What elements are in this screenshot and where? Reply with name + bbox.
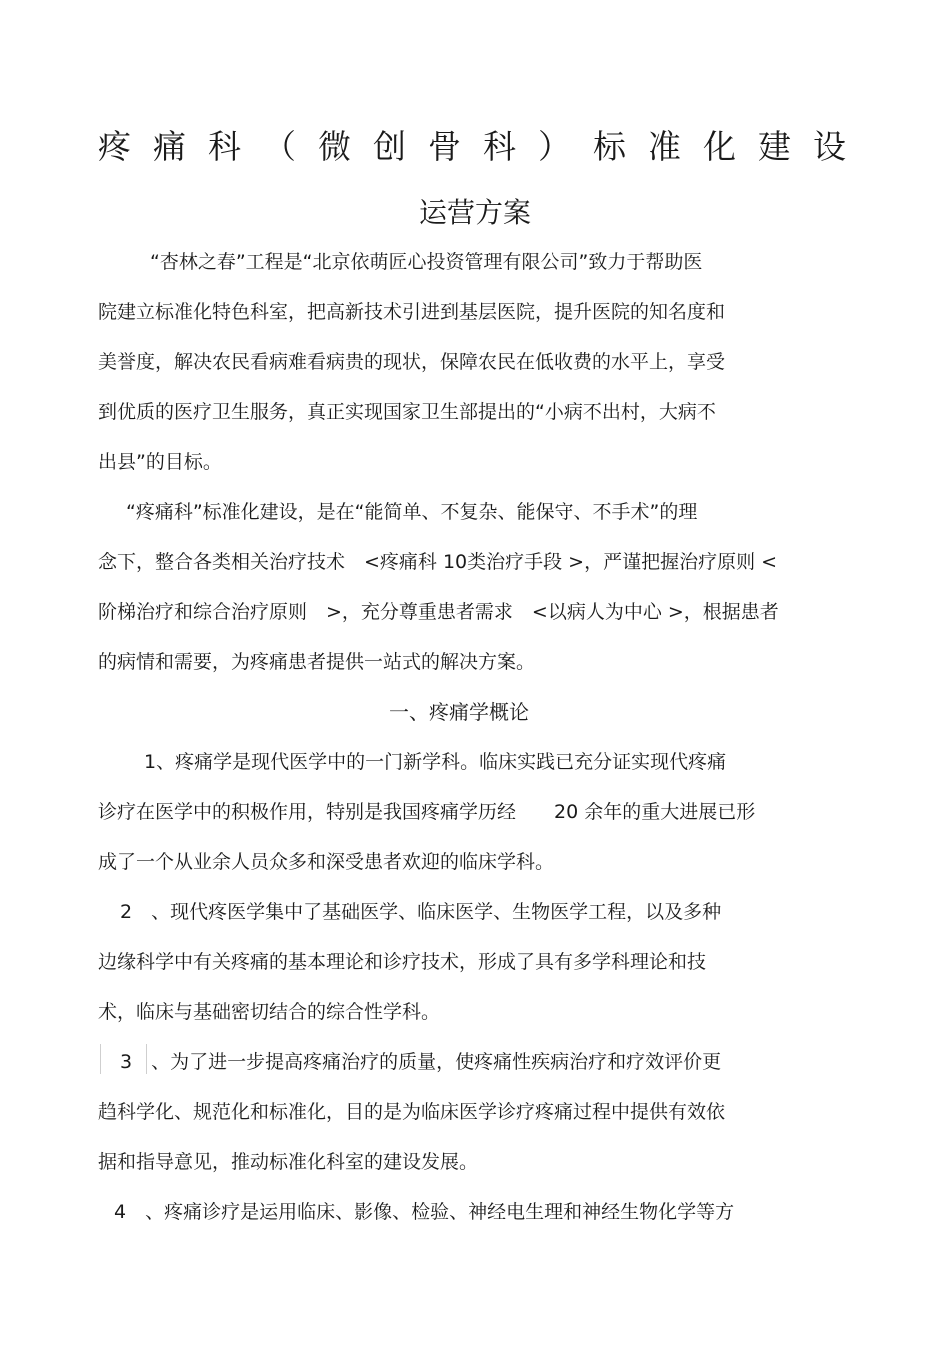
concept-line: 念下，整合各类相关治疗技术 <疼痛科 10类治疗手段 >，严谨把握治疗原则 < — [98, 551, 778, 573]
item-1-line: 成了一个从业余人员众多和深受患者欢迎的临床学科。 — [98, 851, 555, 873]
item-2-line: 边缘科学中有关疼痛的基本理论和诊疗技术，形成了具有多学科理论和技 — [98, 951, 707, 973]
concept-line: “疼痛科”标准化建设，是在“能简单、不复杂、能保守、不手术”的理 — [126, 501, 698, 523]
concept-line: 的病情和需要，为疼痛患者提供一站式的解决方案。 — [98, 651, 536, 673]
item-1-line: 诊疗在医学中的积极作用，特别是我国疼痛学历经 20 余年的重大进展已形 — [98, 801, 756, 823]
intro-line: 美誉度，解决农民看病难看病贵的现状，保障农民在低收费的水平上，享受 — [98, 351, 726, 373]
item-3-line: 3 、为了进一步提高疼痛治疗的质量，使疼痛性疾病治疗和疗效评价更 — [120, 1051, 722, 1073]
document-title: 疼痛科（微创骨科）标准化建设 — [98, 127, 868, 166]
section-heading: 一、疼痛学概论 — [389, 700, 529, 724]
document-subtitle: 运营方案 — [418, 196, 531, 229]
item-2-line: 2 、现代疼医学集中了基础医学、临床医学、生物医学工程，以及多种 — [120, 901, 722, 923]
concept-line: 阶梯治疗和综合治疗原则 >，充分尊重患者需求 <以病人为中心 >，根据患者 — [98, 601, 779, 623]
intro-line: “杏林之春”工程是“北京依萌匠心投资管理有限公司”致力于帮助医 — [150, 251, 703, 273]
bracket-mark — [100, 1044, 101, 1074]
item-3-line: 趋科学化、规范化和标准化，目的是为临床医学诊疗疼痛过程中提供有效依 — [98, 1101, 726, 1123]
item-3-line: 据和指导意见，推动标准化科室的建设发展。 — [98, 1151, 479, 1173]
item-1-line: 1、疼痛学是现代医学中的一门新学科。临床实践已充分证实现代疼痛 — [144, 751, 727, 773]
intro-line: 到优质的医疗卫生服务，真正实现国家卫生部提出的“小病不出村，大病不 — [98, 401, 716, 423]
item-2-line: 术，临床与基础密切结合的综合性学科。 — [98, 1001, 441, 1023]
intro-line: 出县”的目标。 — [98, 451, 222, 473]
intro-line: 院建立标准化特色科室，把高新技术引进到基层医院，提升医院的知名度和 — [98, 301, 726, 323]
item-4-line: 4 、疼痛诊疗是运用临床、影像、检验、神经电生理和神经生物化学等方 — [114, 1201, 735, 1223]
